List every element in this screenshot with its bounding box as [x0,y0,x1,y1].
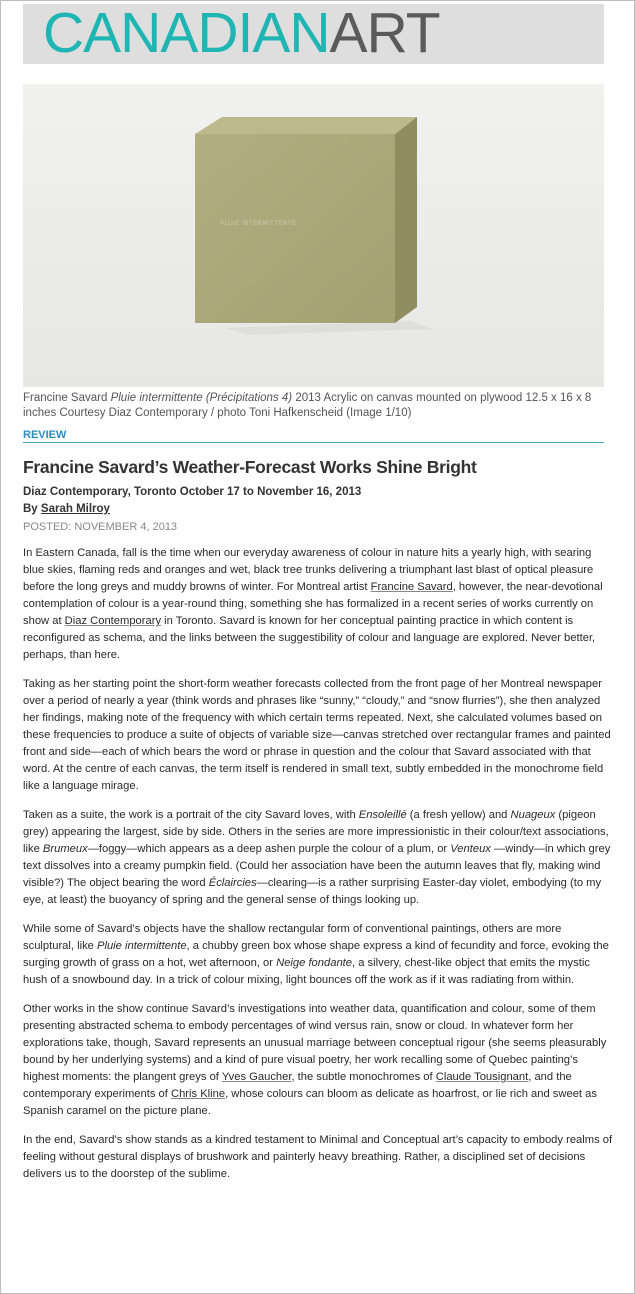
article-title: Francine Savard’s Weather-Forecast Works Shine Bright [23,457,477,477]
author-link[interactable]: Sarah Milroy [40,503,110,515]
caption-work-title: Pluie intermittente (Précipitations 4) [110,392,293,404]
box-top [195,117,417,134]
article-venue: Diaz Contemporary, Toronto October 17 to November 16, 2013 [23,486,362,498]
hero-image[interactable] [23,84,604,387]
article-body [23,545,614,1195]
caption-details: 2013 Acrylic on canvas mounted on plywood 12.5 x 16 x 8 inches Courtesy Diaz Contemporary / photo Toni Hafkenscheid (Image 1/10) [23,392,592,419]
paragraph-5: Other works in the show continue Savard’s investigations into weather data, quantification and colour, some of them presenting abstracted schema to embody percentages of wind versus rain, snow or cloud. In whatever form her explorations take, though, Savard represents an unusual marriage between conceptual rigour (she seems pleasurably bound by her underlying systems) and a kind of pure visual poetry, her work recalling some of Quebec painting’s highest moments: the plangent greys of Yves Gaucher, the subtle monochromes of Claude Tousignant, and the contemporary experiments of Chris Kline, whose colours can bloom as delicate as hoarfrost, or lie rich and sweet as Spanish caramel on the picture plane. [23,1003,607,1117]
byline-prefix: By [23,503,38,515]
paragraph-1: In Eastern Canada, fall is the time when our everyday awareness of colour in nature hits a yearly high, with searing blue skies, flaming reds and oranges and wet, black tree trunks delivering a triumphant last blast of optical pleasure before the long greys and muddy browns of winter. For Montreal artist Francine Savard, however, the near-devotional contemplation of colour is a year-round thing, something she has formalized in a recent series of works currently on show at Diaz Contemporary in Toronto. Savard is known for her conceptual painting practice in which content is reconfigured as schema, and the links between the suggestibility of colour and language are explored. Never better, perhaps, than here. [23,547,603,661]
artwork-photo [23,84,604,387]
claude-tousignant-link[interactable]: Claude Tousignant [435,1071,529,1083]
artist-link[interactable]: Francine Savard [370,581,453,593]
box-shadow [225,321,433,335]
chris-kline-link[interactable]: Chris Kline [171,1088,226,1100]
logo-part-canadian: CANADIAN [43,4,330,64]
caption-artist: Francine Savard [23,392,108,404]
paragraph-2: Taking as her starting point the short-form weather forecasts collected from the front page of her Montreal newspaper over a period of nearly a year (think words and phrases like “sunny,” “cloudy,” and “snow flurries”), she then analyzed her findings, making note of the frequency with which certain terms repeated. Next, she calculated volumes based on these frequencies to produce a suite of objects of variable size—canvas stretched over rectangular frames and painted front and side—each of which bears the word or phrase in question and the colour that Savard associated with that word. At the centre of each canvas, the term itself is rendered in small text, subtly embedded in the monochrome field like a language mirage. [23,678,611,792]
yves-gaucher-link[interactable]: Yves Gaucher [221,1071,292,1083]
section-label[interactable] [23,429,604,443]
paragraph-3: Taken as a suite, the work is a portrait of the city Savard loves, with Ensoleillé (a fresh yellow) and Nuageux (pigeon grey) appearing the largest, side by side. Others in the series are more impressionistic in their colour/text associations, like Brumeux—foggy—which appears as a deep ashen purple the colour of a plum, or Venteux —windy—in which grey text dissolves into a creamy pumpkin field. (Could her association have been the autumn leaves that fly, making wind visible?) The object bearing the word Éclaircies—clearing—is a rather surprising Easter-day violet, embodying (to my eye, at least) the buoyancy of spring and the general sense of things looking up. [23,809,611,906]
image-caption [23,391,609,421]
posted-date: POSTED: NOVEMBER 4, 2013 [23,521,178,533]
site-logo[interactable] [43,4,440,64]
paragraph-4: While some of Savard’s objects have the shallow rectangular form of conventional paintings, others are more sculptural, like Pluie intermittente, a chubby green box whose shape express a kind of fecundity and force, evoking the surging growth of grass on a hot, wet afternoon, or Neige fondante, a silvery, chest-like object that emits the mystic hush of a snowbound day. In a trick of colour mixing, light bounces off the work as if it was radiating from within. [23,923,609,986]
box-front [195,134,395,323]
box-side [395,117,417,323]
logo-part-art: ART [329,4,440,64]
paragraph-6: In the end, Savard’s show stands as a kindred testament to Minimal and Conceptual art’s capacity to embody realms of feeling without gestural displays of brushwork and painterly heavy breathing. Rather, a disciplined set of decisions delivers us to the doorstep of the sublime. [23,1134,613,1180]
section-label-text: REVIEW [23,429,67,441]
masthead[interactable] [23,4,604,64]
byline [23,503,110,515]
box-label: PLUIE INTERMITTENTE [220,221,297,227]
gallery-link[interactable]: Diaz Contemporary [64,615,162,627]
